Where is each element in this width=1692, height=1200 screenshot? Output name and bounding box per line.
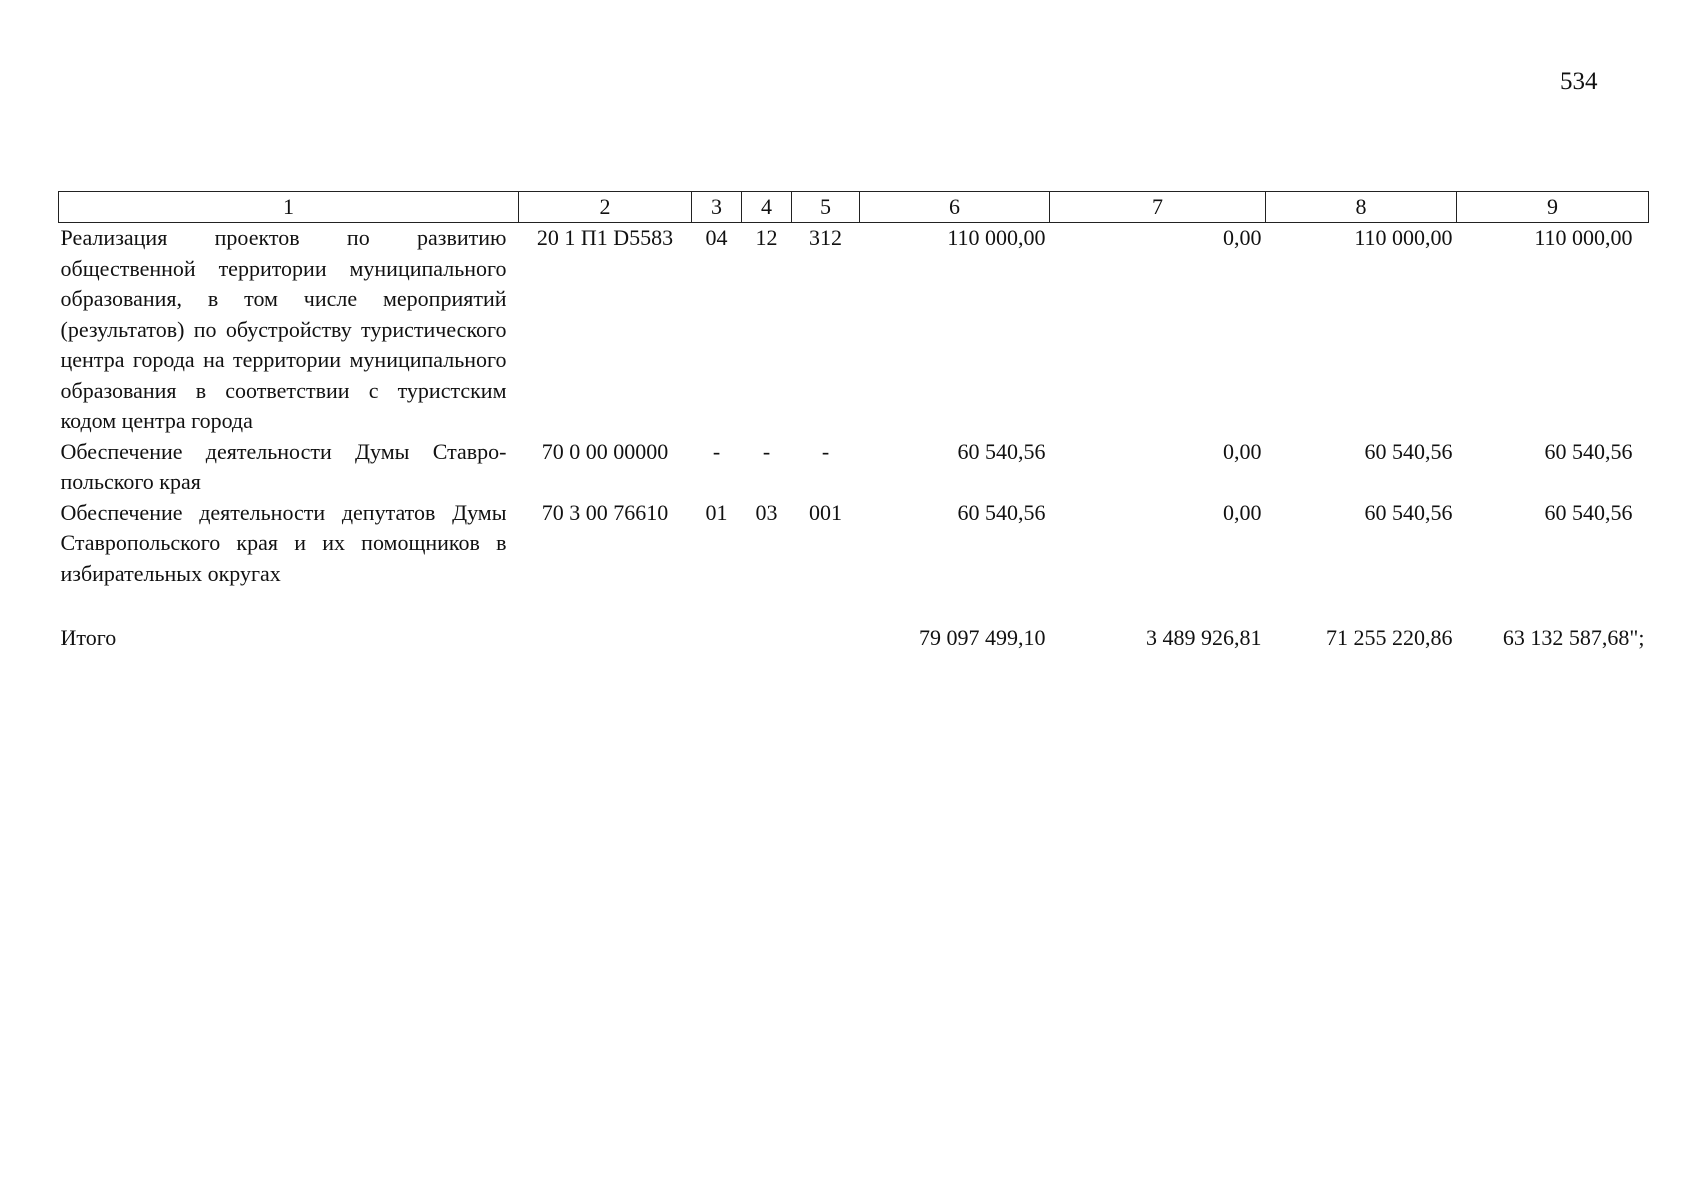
row-amount-7: 0,00 <box>1223 499 1262 525</box>
row-amount-8: 110 000,00 <box>1354 225 1453 250</box>
row-name: Реализация проектов по развитию общественной территории муниципального образования, в том числе мероприятий (результатов) по обустройству туристического центра города на территории муниципального образования в соответствии с туристским кодом центра города <box>60 225 507 433</box>
row-amount-9: 60 540,56 <box>1544 438 1633 464</box>
row-subsection: - <box>762 438 771 464</box>
row-section: 01 <box>705 499 728 525</box>
total-amount-8: 71 255 220,86 <box>1326 625 1453 650</box>
table-row <box>59 498 1649 590</box>
row-amount-8: 60 540,56 <box>1364 438 1453 464</box>
row-amount-7: 0,00 <box>1223 438 1262 464</box>
table-body <box>59 223 1649 654</box>
row-amount-6: 60 540,56 <box>957 499 1046 525</box>
row-expense-type: 312 <box>809 225 842 250</box>
page-number: 534 <box>1560 68 1598 95</box>
budget-table <box>58 191 1649 654</box>
row-amount-6: 110 000,00 <box>947 225 1046 250</box>
total-label: Итого <box>60 625 117 650</box>
total-amount-7: 3 489 926,81 <box>1146 625 1262 650</box>
table-row <box>59 437 1649 498</box>
row-code: 20 1 П1 D5583 <box>536 225 674 250</box>
row-subsection: 03 <box>755 499 778 525</box>
row-expense-type: - <box>821 438 830 464</box>
row-section: 04 <box>705 225 728 250</box>
row-name: Обеспечение деятельности депутатов Думы Ставропольского края и их помощников в избирательных округах <box>60 499 507 586</box>
column-number-8: 8 <box>1266 192 1457 223</box>
row-amount-8: 60 540,56 <box>1364 499 1453 525</box>
row-amount-7: 0,00 <box>1223 225 1262 250</box>
row-code: 70 3 00 76610 <box>541 499 669 525</box>
total-amount-6: 79 097 499,10 <box>919 625 1046 650</box>
column-number-2: 2 <box>519 192 692 223</box>
column-number-5: 5 <box>792 192 860 223</box>
column-number-1: 1 <box>59 192 519 223</box>
row-code: 70 0 00 00000 <box>541 438 669 464</box>
column-number-7: 7 <box>1050 192 1266 223</box>
row-amount-6: 60 540,56 <box>957 438 1046 464</box>
row-amount-9: 60 540,56 <box>1544 499 1633 525</box>
table-row <box>59 223 1649 437</box>
row-amount-9: 110 000,00 <box>1534 225 1633 250</box>
row-name: Обеспечение деятельности Думы Ставро-польского края <box>60 438 507 494</box>
column-number-6: 6 <box>860 192 1050 223</box>
row-section: - <box>712 438 721 464</box>
row-subsection: 12 <box>755 225 778 250</box>
header-row <box>59 192 1649 223</box>
spacer-row <box>59 589 1649 623</box>
column-number-3: 3 <box>692 192 742 223</box>
table-header <box>59 192 1649 223</box>
column-number-4: 4 <box>742 192 792 223</box>
row-expense-type: 001 <box>809 499 842 525</box>
total-amount-9: 63 132 587,68"; <box>1502 625 1645 650</box>
total-row <box>59 623 1649 654</box>
column-number-9: 9 <box>1457 192 1649 223</box>
